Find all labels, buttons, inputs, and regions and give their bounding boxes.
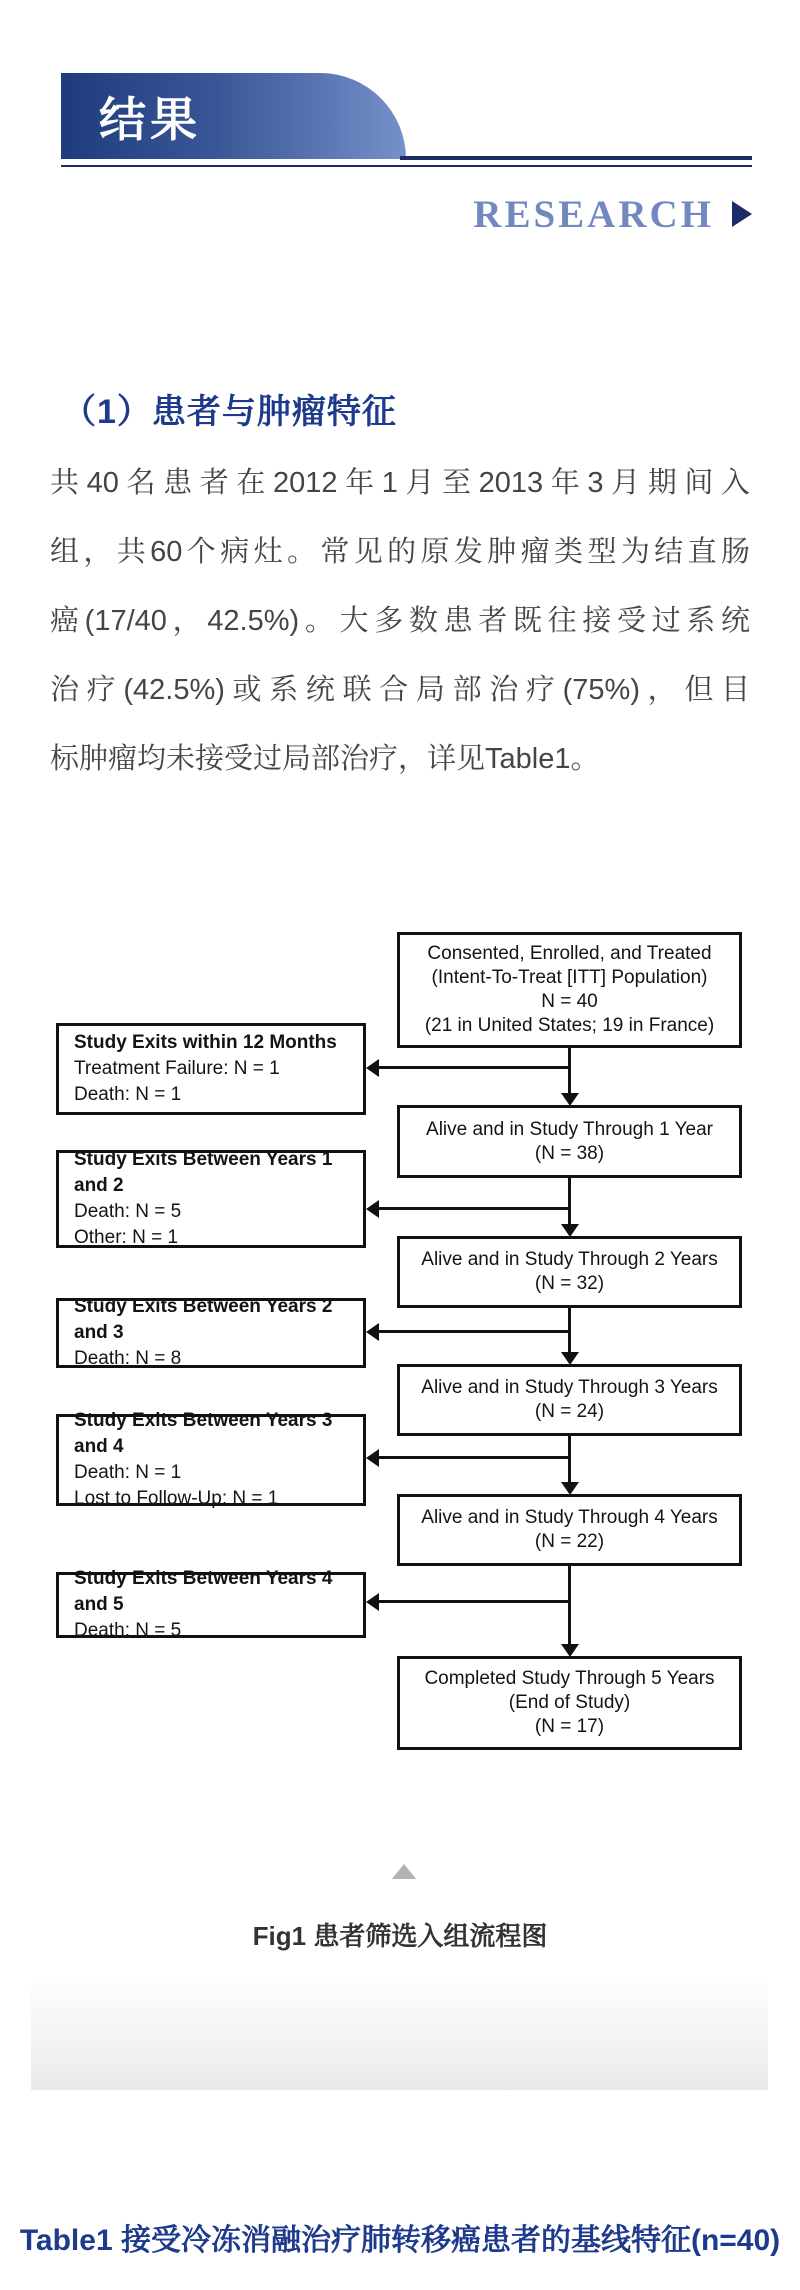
flow-box-line: Death: N = 8: [74, 1348, 182, 1369]
flow-connector-horizontal: [376, 1600, 570, 1603]
flow-box-line: (21 in United States; 19 in France): [424, 1015, 715, 1036]
down-arrow-icon: [561, 1352, 579, 1365]
left-arrow-icon: [366, 1323, 379, 1341]
paragraph-line: 标肿瘤均未接受过局部治疗，详见Table1。: [50, 743, 600, 775]
flow-box-title: Study Exits Between Years 3 and 4: [74, 1410, 333, 1457]
down-arrow-icon: [561, 1482, 579, 1495]
down-arrow-icon: [561, 1644, 579, 1657]
paragraph-line: 组，共60个病灶。常见的原发肿瘤类型为结直肠: [50, 536, 750, 568]
flow-box-line: Treatment Failure: N = 1: [74, 1058, 280, 1079]
flow-box-title: Study Exits Between Years 4 and 5: [74, 1568, 333, 1615]
table-title: Table1 接受冷冻消融治疗肺转移癌患者的基线特征(n=40): [19, 2224, 781, 2257]
section-divider: [31, 1983, 768, 2090]
flow-connector-vertical: [568, 1436, 571, 1482]
flow-box-line: Alive and in Study Through 2 Years: [421, 1249, 718, 1270]
collapse-triangle-icon: [392, 1864, 416, 1879]
flow-connector-vertical: [568, 1566, 571, 1644]
flow-box-line: Death: N = 5: [74, 1201, 182, 1222]
banner-title: 结果: [99, 94, 201, 147]
paragraph-line: 癌(17/40，42.5%)。大多数患者既往接受过系统: [50, 605, 750, 637]
flow-box-line: (End of Study): [508, 1692, 631, 1713]
flow-box-line: (N = 17): [534, 1716, 605, 1737]
flow-box-line: Death: N = 1: [74, 1084, 182, 1105]
research-label: RESEARCH: [473, 192, 714, 236]
flow-box-title: Study Exits within 12 Months: [74, 1032, 337, 1053]
flow-box-line: (N = 38): [534, 1142, 605, 1164]
figure-caption: Fig1 患者筛选入组流程图: [252, 1921, 548, 1951]
left-arrow-icon: [366, 1200, 379, 1218]
flow-box-exit-12months: [56, 1023, 366, 1115]
flow-box-line: (N = 24): [534, 1401, 605, 1422]
left-arrow-icon: [366, 1059, 379, 1077]
flow-box-alive-year1: [397, 1105, 742, 1178]
flow-box-line: Consented, Enrolled, and Treated: [427, 943, 712, 964]
flow-connector-vertical: [568, 1178, 571, 1224]
flow-box-line: Alive and in Study Through 4 Years: [421, 1507, 718, 1528]
flow-box-exit-years2-3: [56, 1298, 366, 1368]
flow-box-completed: [397, 1656, 742, 1750]
flow-box-line: Lost to Follow-Up: N = 1: [74, 1488, 279, 1509]
paragraph-line: 共40名患者在2012年1月至2013年3月期间入: [50, 467, 750, 499]
section-title: （1）患者与肿瘤特征: [62, 393, 397, 431]
flow-box-line: (Intent-To-Treat [ITT] Population): [431, 967, 708, 988]
flow-box-line: N = 40: [541, 991, 598, 1012]
flow-box-line: Other: N = 1: [74, 1227, 179, 1248]
flow-connector-vertical: [568, 1048, 571, 1093]
flow-box-line: Death: N = 5: [74, 1620, 182, 1641]
flow-box-alive-year4: [397, 1494, 742, 1566]
flow-box-exit-years4-5: [56, 1568, 366, 1641]
flow-connector-horizontal: [376, 1330, 570, 1333]
flow-box-enrolled: [397, 932, 742, 1048]
flow-box-alive-year2: [397, 1236, 742, 1308]
flow-box-title: Study Exits Between Years 2 and 3: [74, 1296, 333, 1343]
flow-box-exit-years1-2: [56, 1150, 366, 1248]
left-arrow-icon: [366, 1449, 379, 1467]
flow-box-line: Death: N = 1: [74, 1462, 182, 1483]
flow-box-line: Alive and in Study Through 1 Year: [426, 1118, 713, 1140]
flow-connector-horizontal: [376, 1066, 570, 1069]
left-arrow-icon: [366, 1593, 379, 1611]
flow-connector-horizontal: [376, 1207, 570, 1210]
flow-box-line: (N = 32): [534, 1273, 605, 1294]
flow-connector-horizontal: [376, 1456, 570, 1459]
flow-box-title: Study Exits Between Years 1 and 2: [74, 1149, 333, 1196]
down-arrow-icon: [561, 1093, 579, 1106]
flow-box-line: Completed Study Through 5 Years: [424, 1668, 715, 1689]
flow-box-line: Alive and in Study Through 3 Years: [421, 1377, 718, 1398]
flow-box-line: (N = 22): [534, 1531, 605, 1552]
paragraph-line: 治疗(42.5%)或系统联合局部治疗(75%)，但目: [50, 674, 750, 706]
down-arrow-icon: [561, 1224, 579, 1237]
flow-box-exit-years3-4: [56, 1410, 366, 1509]
flow-box-alive-year3: [397, 1364, 742, 1436]
